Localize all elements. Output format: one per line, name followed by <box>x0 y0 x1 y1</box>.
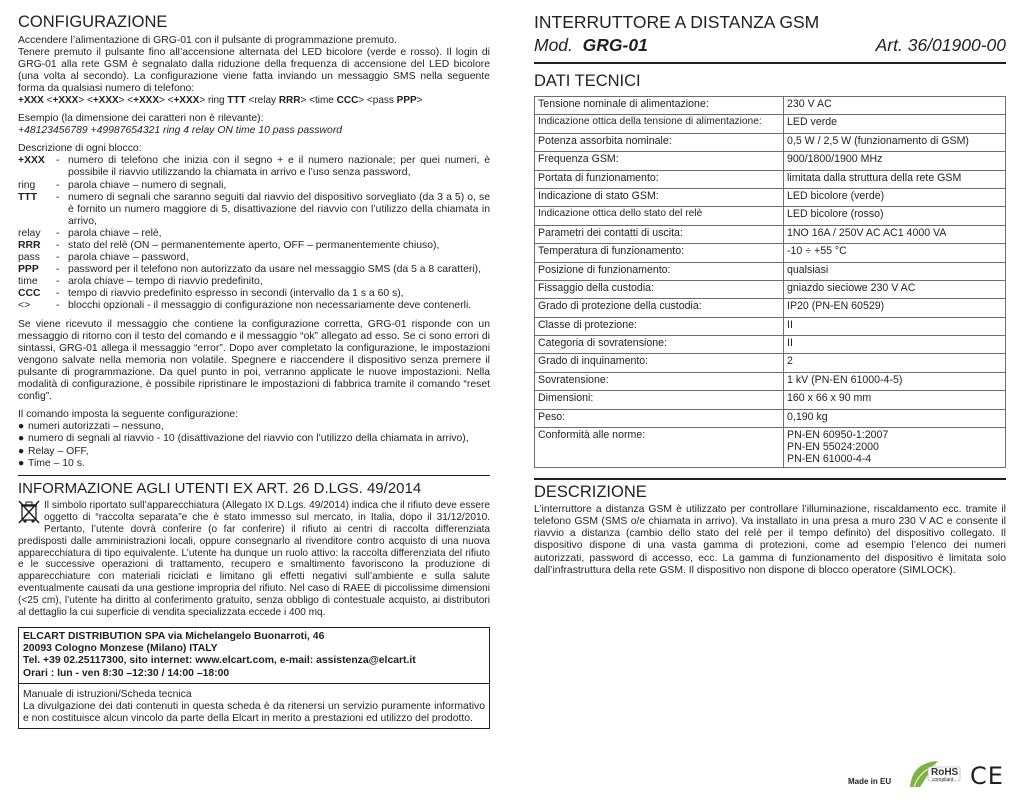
spec-value: 1 kV (PN-EN 61000-4-5) <box>784 372 1006 390</box>
definition-value: tempo di riavvio predefinito espresso in secondi (intervallo da 1 s a 60 s), <box>68 288 404 300</box>
list-item <box>18 446 490 458</box>
definition-value: password per il telefono non autorizzato da usare nel messaggio SMS (da 5 a 8 caratteri), <box>68 264 481 276</box>
definition-value: stato del relè (ON – permanentemente aperto, OFF – permanentemente chiuso), <box>68 240 440 251</box>
table-row <box>535 280 1006 298</box>
spec-label: Dimensioni: <box>535 391 784 409</box>
list-item <box>18 421 490 433</box>
bullet-dot: ● <box>18 433 25 445</box>
spec-label: Temperatura di funzionamento: <box>535 244 784 262</box>
company-line-1: ELCART DISTRIBUTION SPA via Michelangelo Buonarroti, 46 <box>23 631 325 643</box>
weee-bin-icon <box>18 500 40 524</box>
description-title: DESCRIZIONE <box>534 482 647 501</box>
weee-text: Il simbolo riportato sull’apparecchiatura (Allegato IX D.Lgs. 49/2014) indica che il rifiuto deve essere oggetto di “raccolta separata”e che è stato immesso sul mercato, in Italia, dopo il 31/12/2010. Pertanto, l’utente dovrà conferire (o far conferire) il rifiuto ai centri di raccolta differenziata predisposti dalle amministrazioni locali, oppure consegnarlo al rivenditore contro acquisto di una nuova apparecchiatura di tipo equivalente. L’utente ha dunque un ruolo attivo: la raccolta differenziata del rifiuto e le successive operazioni di trattamento, recupero e smaltimento favoriscono la produzione di apparecchiature con materiali riciclati e limitano gli effetti negativi sull’ambiente e sulla salute eventualmente causati da una gestione impropria del rifiuto. Nel caso di RAEE di piccolissime dimensioni (<25 cm), l’utente ha diritto al conferimento gratuito, senza obbligo di contestuale acquisto, ai distributori al dettaglio la cui superficie di vendita specializzata eccede i 400 mq. <box>18 499 490 619</box>
company-box <box>18 627 490 683</box>
definition-dash: - <box>56 300 60 312</box>
spec-value: PN-EN 60950-1:2007 PN-EN 55024:2000 PN-EN 61000-4-4 <box>784 428 1006 468</box>
definition-row <box>18 252 490 264</box>
spec-label: Sovratensione: <box>535 372 784 390</box>
definition-row <box>18 300 490 312</box>
definition-key: time <box>18 276 38 288</box>
definition-value: arola chiave – tempo di riavvio predefinito, <box>68 276 263 288</box>
spec-label: Categoria di sovratensione: <box>535 336 784 354</box>
spec-value: limitata dalla struttura della rete GSM <box>784 170 1006 188</box>
spec-label: Fissaggio della custodia: <box>535 280 784 298</box>
table-row <box>535 262 1006 280</box>
spec-value: gniazdo sieciowe 230 V AC <box>784 280 1006 298</box>
table-row <box>535 115 1006 133</box>
definition-dash: - <box>56 179 60 191</box>
weee-title: INFORMAZIONE AGLI UTENTI EX ART. 26 D.LGS. 49/2014 <box>18 479 422 497</box>
definition-key: pass <box>18 252 40 264</box>
company-hours: Orari : lun - ven 8:30 –12:30 / 14:00 –18:00 <box>23 667 230 679</box>
table-row <box>535 409 1006 427</box>
spec-value: qualsiasi <box>784 262 1006 280</box>
model-number: GRG-01 <box>582 34 648 55</box>
spec-label: Tensione nominale di alimentazione: <box>535 97 784 115</box>
spec-value: 0,5 W / 2,5 W (funzionamento di GSM) <box>784 133 1006 151</box>
definition-dash: - <box>56 288 60 300</box>
spec-label: Grado di inquinamento: <box>535 354 784 372</box>
definition-row <box>18 276 490 288</box>
ce-mark-text: CE <box>970 762 1004 790</box>
table-row <box>535 225 1006 243</box>
definition-value: blocchi opzionali - il messaggio di configurazione non necessariamente deve contenerli. <box>68 300 472 312</box>
definition-key: RRR <box>18 240 41 251</box>
definition-dash: - <box>56 264 60 276</box>
definition-dash: - <box>56 191 60 203</box>
left-column <box>18 0 490 729</box>
spec-value: -10 ÷ +55 °C <box>784 244 1006 262</box>
table-row <box>535 188 1006 206</box>
example-label: Esempio (la dimensione dei caratteri non è rilevante): <box>18 113 264 125</box>
bullet-text: numeri autorizzati – nessuno, <box>28 421 164 433</box>
table-row <box>535 170 1006 188</box>
product-title: INTERRUTTORE A DISTANZA GSM <box>534 12 820 32</box>
config-intro-2: Tenere premuto il pulsante fino all’accensione alternata del LED bicolore (verde e rosso). Il login di GRG-01 alla rete GSM è segnalato dalla riduzione della frequenza di accensione del LED bicolore (una volta al secondo). La configurazione viene fatta inviando un messaggio SMS nella seguente forma da qualsiasi numero di telefono: <box>18 46 490 94</box>
table-row <box>535 391 1006 409</box>
rohs-logo <box>908 759 962 789</box>
spec-label: Potenza assorbita nominale: <box>535 133 784 151</box>
definition-key: +XXX <box>18 155 45 167</box>
block-definitions <box>18 155 490 312</box>
table-row <box>535 317 1006 335</box>
definition-row <box>18 180 490 192</box>
specs-title: DATI TECNICI <box>534 71 641 90</box>
definition-key: PPP <box>18 264 39 276</box>
table-row <box>535 133 1006 151</box>
table-row <box>535 152 1006 170</box>
spec-value: 230 V AC <box>784 97 1006 115</box>
bullet-dot: ● <box>18 445 25 457</box>
model-id <box>534 34 648 56</box>
disclaimer-text: La divulgazione dei dati contenuti in questa scheda è da ritenersi un servizio puramente informativo e non costituisce alcun vincolo da parte della Elcart in merito a prestazioni ed utilizzo del prodotto. <box>23 700 485 724</box>
rohs-sub: compliant <box>932 777 954 783</box>
definition-row <box>18 155 490 179</box>
specs-table <box>534 96 1006 468</box>
mod-label: Mod. <box>534 34 573 55</box>
bullet-text: Relay – OFF, <box>28 445 89 457</box>
definition-row <box>18 192 490 228</box>
definition-row <box>18 288 490 300</box>
definition-row <box>18 264 490 276</box>
config-intro-1: Accendere l’alimentazione di GRG-01 con il pulsante di programmazione premuto. <box>18 34 397 46</box>
weee-section <box>18 500 490 620</box>
spec-value: IP20 (PN-EN 60529) <box>784 299 1006 317</box>
table-row <box>535 354 1006 372</box>
spec-value: 900/1800/1900 MHz <box>784 152 1006 170</box>
spec-value: 2 <box>784 354 1006 372</box>
definition-row <box>18 228 490 240</box>
made-in-eu: Made in EU <box>848 777 892 786</box>
spec-label: Peso: <box>535 409 784 427</box>
bullet-text: numero di segnali al riavvio - 10 (disattivazione del riavvio con l’utilizzo della chiamata in arrivo), <box>28 433 469 445</box>
disclaimer-box <box>18 684 490 729</box>
desc-label: Descrizione di ogni blocco: <box>18 143 142 155</box>
spec-value: II <box>784 317 1006 335</box>
definition-value: parola chiave – password, <box>68 252 189 264</box>
spec-label: Conformità alle norme: <box>535 428 784 468</box>
definition-key: ring <box>18 179 36 191</box>
config-title: CONFIGURAZIONE <box>18 13 168 31</box>
bullet-text: Time – 10 s. <box>28 457 85 469</box>
company-line-2: 20093 Cologno Monzese (Milano) ITALY <box>23 643 218 655</box>
definition-value: numero di telefono che inizia con il segno + e il numero nazionale; per quei numeri, è possibile il riavvio utilizzando la chiamata in arrivo e l’uso senza password, <box>68 155 490 179</box>
definition-dash: - <box>56 240 60 251</box>
bullet-dot: ● <box>18 457 25 469</box>
definition-dash: - <box>56 227 60 239</box>
product-id-line <box>534 34 1006 56</box>
definition-row <box>18 240 490 252</box>
spec-label: Frequenza GSM: <box>535 152 784 170</box>
table-row <box>535 207 1006 225</box>
spec-label: Indicazione ottica dello stato del relè <box>535 207 784 225</box>
spec-value: II <box>784 336 1006 354</box>
spec-value: 160 x 66 x 90 mm <box>784 391 1006 409</box>
table-row <box>535 336 1006 354</box>
list-item <box>18 458 490 470</box>
definition-value: parola chiave – relè, <box>68 227 162 239</box>
table-row <box>535 428 1006 468</box>
table-row <box>535 372 1006 390</box>
right-column <box>534 0 1006 577</box>
definition-dash: - <box>56 155 60 167</box>
list-item <box>18 433 490 445</box>
definition-dash: - <box>56 252 60 264</box>
article-number: Art. 36/01900-00 <box>875 34 1006 55</box>
spec-value: 0,190 kg <box>784 409 1006 427</box>
spec-value: LED verde <box>784 115 1006 133</box>
bullet-dot: ● <box>18 421 25 433</box>
spec-label: Indicazione di stato GSM: <box>535 188 784 206</box>
spec-value: 1NO 16A / 250V AC AC1 4000 VA <box>784 225 1006 243</box>
definition-value: parola chiave – numero di segnali, <box>68 179 227 191</box>
definition-dash: - <box>56 276 60 288</box>
manual-label: Manuale di istruzioni/Scheda tecnica <box>23 688 192 700</box>
company-line-3: Tel. +39 02.25117300, sito internet: www.elcart.com, e-mail: assistenza@elcart.it <box>23 655 416 667</box>
ce-mark <box>970 762 1004 790</box>
spec-label: Portata di funzionamento: <box>535 170 784 188</box>
definition-key: CCC <box>18 288 41 300</box>
spec-label: Posizione di funzionamento: <box>535 262 784 280</box>
rohs-label: RoHS <box>931 767 959 778</box>
description-text: L’interruttore a distanza GSM è utilizzato per controllare l’illuminazione, riscaldamento ecc. tramite il telefono GSM (SMS o/e chiamata in arrivo). Va installato in una presa a muro 230 V AC e consente il riavvio a distanza (cambio dello stato del relè per il tempo definito) del dispositivo collegato. Il dispositivo dispone di una vasta gamma di protezioni, come ad esempio l’elenco dei numeri autorizzati, password di accesso, ecc. La gamma di funzionamento del dispositivo è limitata solo dall’infrastruttura della rete GSM. Il dispositivo non dispone di blocco operatore (SIMLOCK). <box>534 504 1006 576</box>
spec-label: Classe di protezione: <box>535 317 784 335</box>
definition-key: relay <box>18 227 41 239</box>
spec-label: Grado di protezione della custodia: <box>535 299 784 317</box>
table-row <box>535 299 1006 317</box>
spec-label: Indicazione ottica della tensione di alimentazione: <box>535 115 784 133</box>
table-row <box>535 97 1006 115</box>
default-label: Il comando imposta la seguente configurazione: <box>18 409 239 421</box>
definition-value: numero di segnali che saranno seguiti dal riavvio del dispositivo sorvegliato (da 3 a 5) o, se è fornito un numero maggiore di 5, disattivazione del riavvio con l’utilizzo della chiamata in arrivo, <box>68 191 490 227</box>
spec-label: Parametri dei contatti di uscita: <box>535 225 784 243</box>
example-text: +48123456789 +49987654321 ring 4 relay ON time 10 pass password <box>18 125 343 137</box>
default-bullets <box>18 421 490 469</box>
spec-value: LED bicolore (verde) <box>784 188 1006 206</box>
sms-format-line: +XXX <+XXX> <+XXX> <+XXX> <+XXX> ring TTT <relay RRR> <time CCC> <pass PPP> <box>18 94 423 106</box>
spec-value: LED bicolore (rosso) <box>784 207 1006 225</box>
definition-key: TTT <box>18 191 38 203</box>
config-after: Se viene ricevuto il messaggio che contiene la configurazione corretta, GRG-01 risponde con un messaggio di ritorno con il testo del comando e il messaggio “ok” allegato ad esso. Se ci sono errori di sintassi, GRG-01 allega il messaggio “error”. Dopo aver completato la configurazione, le impostazioni vengono salvate nella memoria non volatile. Spegnere e riaccendere il dispositivo senza premere il pulsante di programmazione. Da quel punto in poi, verranno applicate le nuove impostazioni. Nella modalità di configurazione, è possibile ripristinare le impostazioni di fabbrica tramite il comando “reset config”. <box>18 318 490 403</box>
table-row <box>535 244 1006 262</box>
definition-key: <> <box>18 300 31 312</box>
